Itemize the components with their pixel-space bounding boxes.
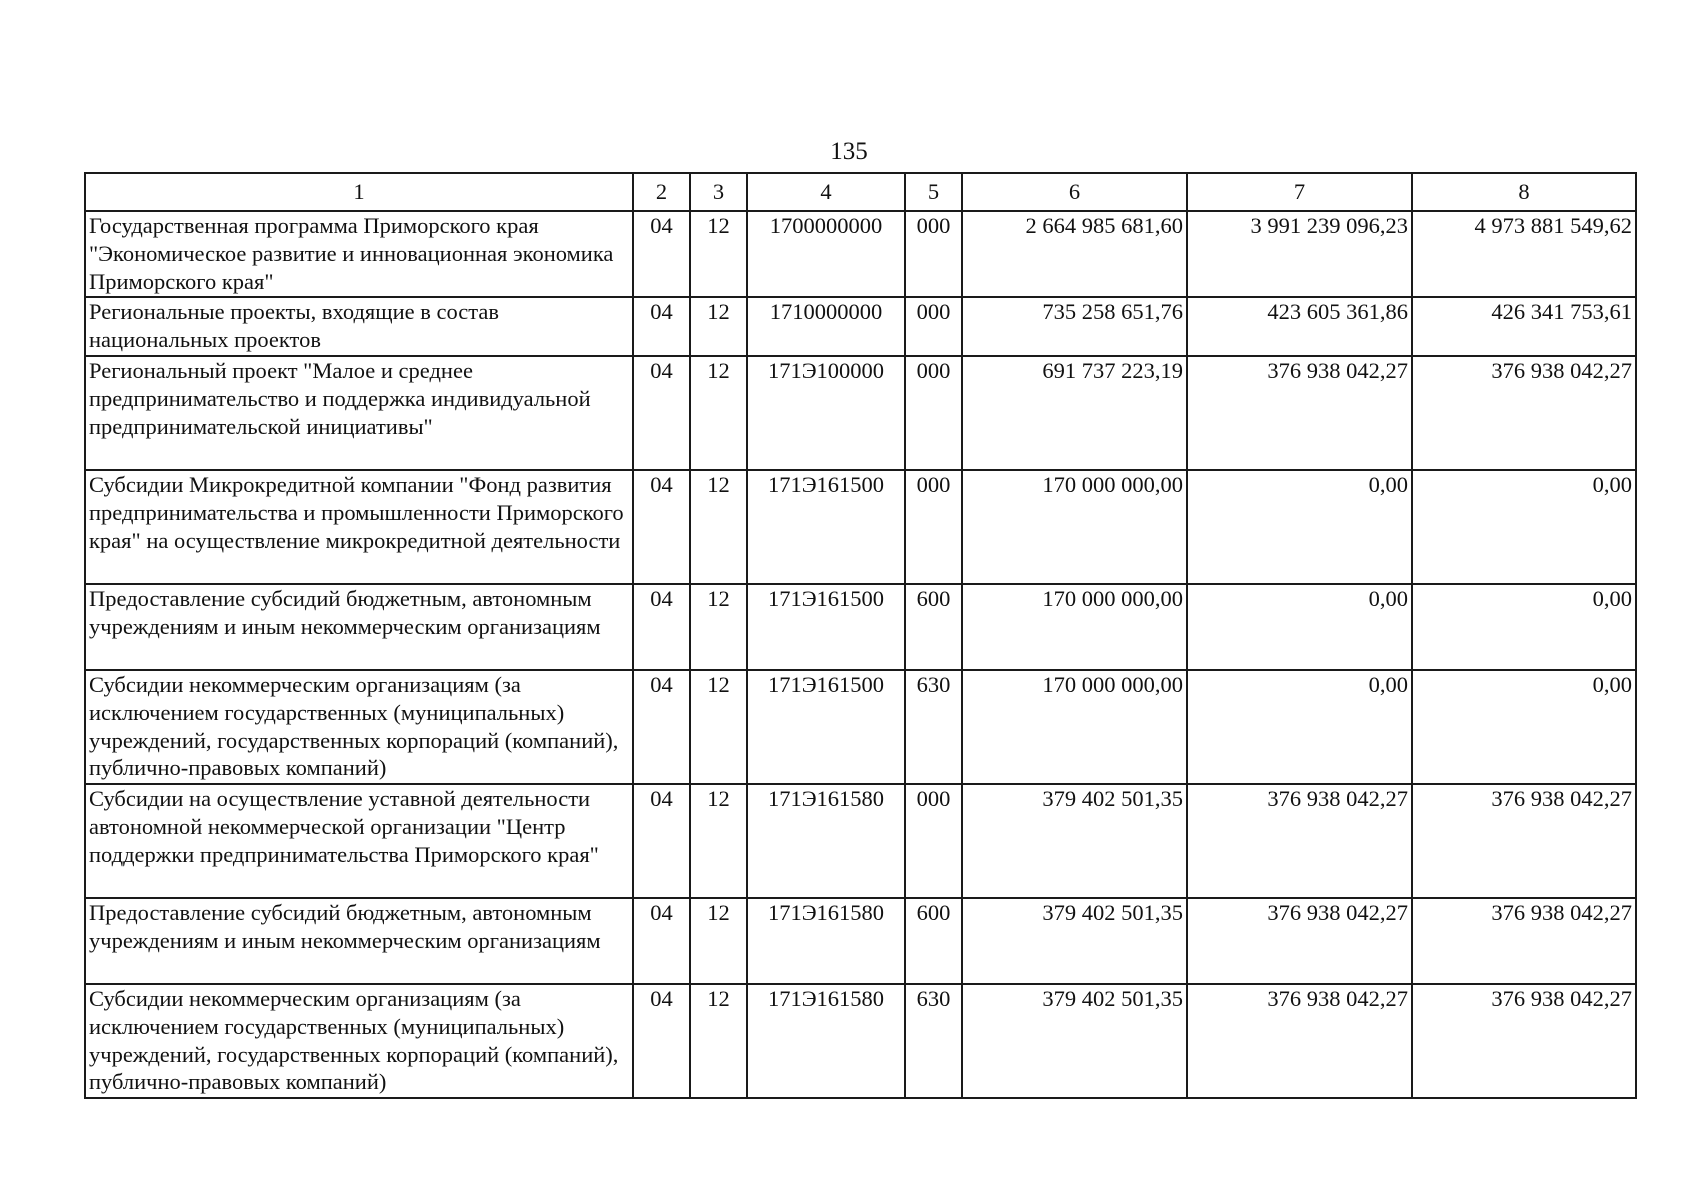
subsection-code: 12 (690, 898, 747, 984)
amount-col-8: 376 938 042,27 (1412, 984, 1636, 1098)
amount-col-7: 423 605 361,86 (1187, 297, 1412, 356)
target-article-code: 171Э161580 (747, 784, 905, 898)
column-header-1: 1 (85, 173, 633, 211)
section-code: 04 (633, 984, 690, 1098)
subsection-code: 12 (690, 356, 747, 470)
expense-type-code: 000 (905, 470, 962, 584)
amount-col-7: 376 938 042,27 (1187, 784, 1412, 898)
section-code: 04 (633, 470, 690, 584)
amount-col-6: 170 000 000,00 (962, 470, 1187, 584)
subsection-code: 12 (690, 297, 747, 356)
column-header-8: 8 (1412, 173, 1636, 211)
subsection-code: 12 (690, 211, 747, 297)
amount-col-8: 376 938 042,27 (1412, 898, 1636, 984)
target-article-code: 171Э161500 (747, 584, 905, 670)
expense-type-code: 600 (905, 584, 962, 670)
expense-type-code: 600 (905, 898, 962, 984)
table-row (85, 898, 1636, 984)
row-name: Субсидии некоммерческим организациям (за исключением государственных (муниципальных) учреждений, государственных корпораций (компаний), публично-правовых компаний) (85, 984, 633, 1098)
amount-col-6: 170 000 000,00 (962, 584, 1187, 670)
amount-col-8: 376 938 042,27 (1412, 356, 1636, 470)
subsection-code: 12 (690, 984, 747, 1098)
column-header-5: 5 (905, 173, 962, 211)
table-row (85, 584, 1636, 670)
amount-col-8: 426 341 753,61 (1412, 297, 1636, 356)
column-header-6: 6 (962, 173, 1187, 211)
amount-col-8: 0,00 (1412, 470, 1636, 584)
amount-col-7: 376 938 042,27 (1187, 898, 1412, 984)
table-row (85, 356, 1636, 470)
row-name: Субсидии некоммерческим организациям (за исключением государственных (муниципальных) учреждений, государственных корпораций (компаний), публично-правовых компаний) (85, 670, 633, 784)
expense-type-code: 000 (905, 356, 962, 470)
amount-col-8: 0,00 (1412, 670, 1636, 784)
amount-col-7: 376 938 042,27 (1187, 356, 1412, 470)
column-header-3: 3 (690, 173, 747, 211)
target-article-code: 1710000000 (747, 297, 905, 356)
row-name: Государственная программа Приморского края "Экономическое развитие и инновационная экономика Приморского края" (85, 211, 633, 297)
table-header-row (85, 173, 1636, 211)
section-code: 04 (633, 356, 690, 470)
column-header-7: 7 (1187, 173, 1412, 211)
table-row (85, 984, 1636, 1098)
table-row (85, 470, 1636, 584)
amount-col-6: 379 402 501,35 (962, 898, 1187, 984)
expense-type-code: 000 (905, 211, 962, 297)
amount-col-8: 376 938 042,27 (1412, 784, 1636, 898)
section-code: 04 (633, 898, 690, 984)
amount-col-6: 691 737 223,19 (962, 356, 1187, 470)
amount-col-6: 379 402 501,35 (962, 784, 1187, 898)
target-article-code: 171Э161500 (747, 670, 905, 784)
column-header-4: 4 (747, 173, 905, 211)
subsection-code: 12 (690, 470, 747, 584)
table-row (85, 784, 1636, 898)
amount-col-8: 0,00 (1412, 584, 1636, 670)
row-name: Предоставление субсидий бюджетным, автономным учреждениям и иным некоммерческим организациям (85, 584, 633, 670)
amount-col-7: 0,00 (1187, 584, 1412, 670)
amount-col-7: 376 938 042,27 (1187, 984, 1412, 1098)
table-row (85, 297, 1636, 356)
row-name: Субсидии на осуществление уставной деятельности автономной некоммерческой организации "Центр поддержки предпринимательства Приморского края" (85, 784, 633, 898)
section-code: 04 (633, 584, 690, 670)
amount-col-8: 4 973 881 549,62 (1412, 211, 1636, 297)
table-row (85, 211, 1636, 297)
subsection-code: 12 (690, 784, 747, 898)
subsection-code: 12 (690, 584, 747, 670)
row-name: Предоставление субсидий бюджетным, автономным учреждениям и иным некоммерческим организациям (85, 898, 633, 984)
section-code: 04 (633, 297, 690, 356)
row-name: Региональные проекты, входящие в состав национальных проектов (85, 297, 633, 356)
target-article-code: 171Э161580 (747, 898, 905, 984)
target-article-code: 171Э100000 (747, 356, 905, 470)
expense-type-code: 000 (905, 297, 962, 356)
amount-col-7: 3 991 239 096,23 (1187, 211, 1412, 297)
expense-type-code: 000 (905, 784, 962, 898)
amount-col-6: 735 258 651,76 (962, 297, 1187, 356)
row-name: Региональный проект "Малое и среднее предпринимательство и поддержка индивидуальной предпринимательской инициативы" (85, 356, 633, 470)
amount-col-7: 0,00 (1187, 470, 1412, 584)
expense-type-code: 630 (905, 984, 962, 1098)
subsection-code: 12 (690, 670, 747, 784)
amount-col-6: 2 664 985 681,60 (962, 211, 1187, 297)
amount-col-7: 0,00 (1187, 670, 1412, 784)
target-article-code: 1700000000 (747, 211, 905, 297)
page-number: 135 (830, 138, 868, 165)
table-row (85, 670, 1636, 784)
target-article-code: 171Э161580 (747, 984, 905, 1098)
column-header-2: 2 (633, 173, 690, 211)
budget-table (84, 172, 1637, 1099)
section-code: 04 (633, 211, 690, 297)
amount-col-6: 170 000 000,00 (962, 670, 1187, 784)
section-code: 04 (633, 784, 690, 898)
target-article-code: 171Э161500 (747, 470, 905, 584)
expense-type-code: 630 (905, 670, 962, 784)
section-code: 04 (633, 670, 690, 784)
amount-col-6: 379 402 501,35 (962, 984, 1187, 1098)
row-name: Субсидии Микрокредитной компании "Фонд развития предпринимательства и промышленности Приморского края" на осуществление микрокредитной деятельности (85, 470, 633, 584)
